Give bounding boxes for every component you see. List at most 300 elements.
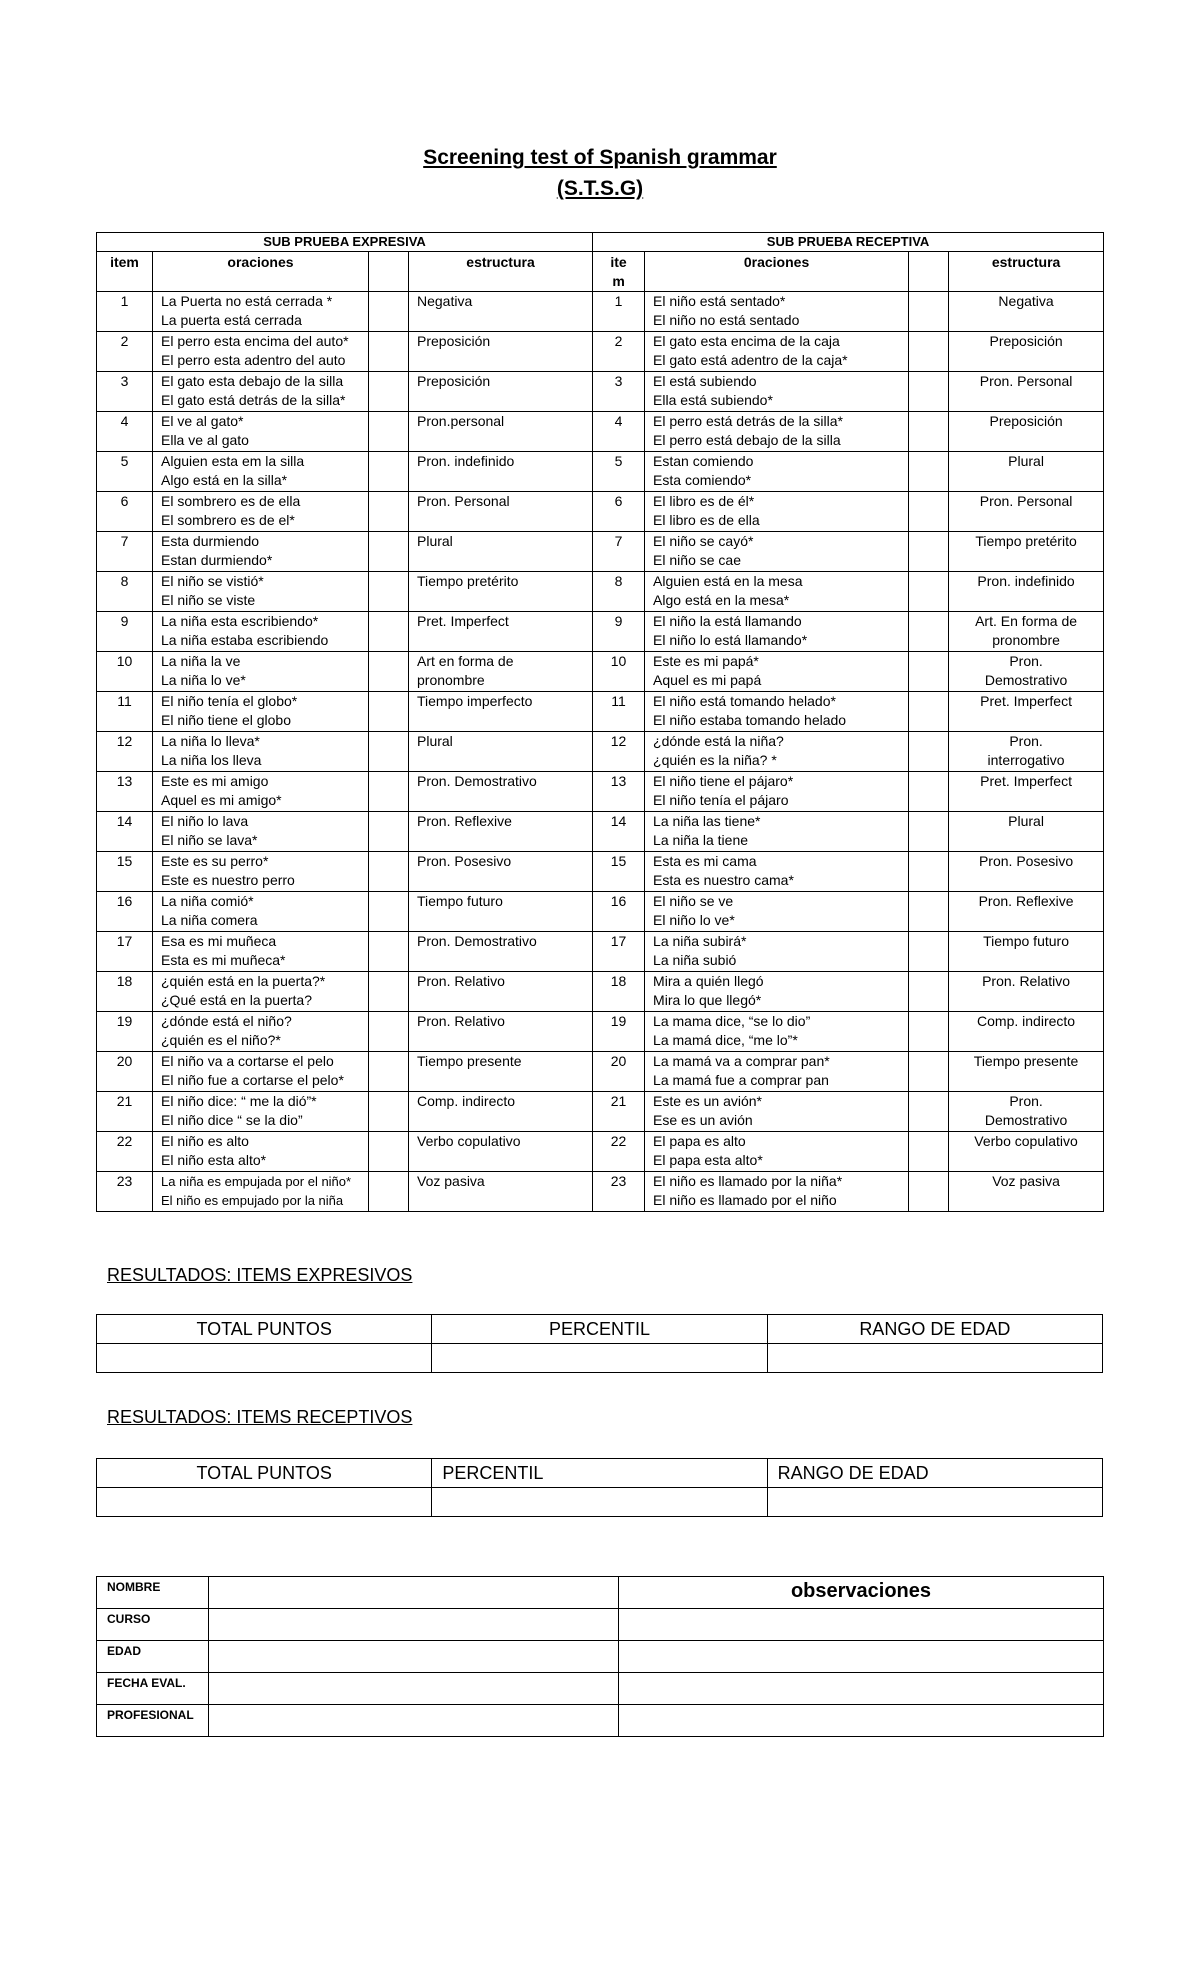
expresiva-oraciones-line: La niña lo lleva*	[161, 733, 260, 749]
receptiva-oraciones-line: Algo está en la mesa*	[653, 592, 790, 608]
receptiva-estructura	[949, 892, 1104, 932]
receptiva-estructura-line: Demostrativo	[984, 1112, 1068, 1128]
item-number-line: 16	[610, 893, 627, 909]
observaciones-header: observaciones	[619, 1577, 1104, 1609]
expresiva-estructura-line: Pron. indefinido	[417, 453, 515, 469]
item-number	[97, 572, 153, 612]
item-number	[593, 1092, 645, 1132]
receptiva-oraciones-line: Alguien está en la mesa	[653, 573, 803, 589]
observaciones-field[interactable]	[619, 1673, 1104, 1705]
item-number-line: 19	[610, 1013, 627, 1029]
item-number-line: 3	[614, 373, 623, 389]
expresiva-oraciones-line: El niño lo lava	[161, 813, 249, 829]
observaciones-field[interactable]	[619, 1705, 1104, 1737]
item-number-line: 14	[116, 813, 133, 829]
receptiva-estructura	[949, 972, 1104, 1012]
expresiva-estructura	[409, 1012, 593, 1052]
expresiva-oraciones-line: La niña es empujada por el niño*	[161, 1174, 352, 1189]
curso-field[interactable]	[209, 1609, 619, 1641]
receptiva-oraciones	[645, 1052, 909, 1092]
item-number-line: 12	[116, 733, 133, 749]
receptiva-oraciones	[645, 772, 909, 812]
receptiva-oraciones-line: Mira a quién llegó	[653, 973, 764, 989]
item-number	[593, 412, 645, 452]
receptiva-oraciones-line: El niño no está sentado	[653, 312, 800, 328]
receptiva-oraciones-line: El niño lo ve*	[653, 912, 735, 928]
receptiva-estructura	[949, 932, 1104, 972]
percentil-header: PERCENTIL	[432, 1459, 767, 1488]
receptiva-estructura-line: Verbo copulativo	[974, 1133, 1078, 1149]
empty-cell	[369, 812, 409, 852]
item-number	[593, 292, 645, 332]
table-row	[97, 572, 1104, 612]
expresiva-oraciones	[153, 372, 369, 412]
item-number	[593, 1172, 645, 1212]
expresiva-oraciones-line: La puerta está cerrada	[161, 312, 302, 328]
item-number	[97, 892, 153, 932]
expresiva-oraciones-line: La niña los lleva	[161, 752, 262, 768]
expresiva-estructura	[409, 772, 593, 812]
receptiva-oraciones	[645, 1012, 909, 1052]
col-item-header: item	[97, 252, 153, 292]
receptiva-oraciones-line: La mamá va a comprar pan*	[653, 1053, 830, 1069]
expresiva-oraciones-line: Estan durmiendo*	[161, 552, 273, 568]
empty-cell	[909, 812, 949, 852]
expresiva-oraciones-line: El niño se vistió*	[161, 573, 264, 589]
expresiva-estructura-line: Tiempo pretérito	[417, 573, 519, 589]
receptiva-oraciones-line: El libro es de ella	[653, 512, 760, 528]
item-number	[97, 652, 153, 692]
empty-cell	[369, 1012, 409, 1052]
receptiva-oraciones-line: ¿quién es la niña? *	[653, 752, 777, 768]
expresiva-estructura-line: Pret. Imperfect	[417, 613, 509, 629]
expresiva-estructura-line: Tiempo presente	[417, 1053, 522, 1069]
empty-cell	[369, 1092, 409, 1132]
item-number-line: 13	[610, 773, 627, 789]
expresiva-oraciones-line: Esta durmiendo	[161, 533, 260, 549]
empty-cell	[909, 372, 949, 412]
item-number-line: 18	[116, 973, 133, 989]
receptiva-oraciones-line: ¿dónde está la niña?	[653, 733, 784, 749]
expresiva-oraciones-line: Este es nuestro perro	[161, 872, 295, 888]
expresiva-oraciones-line: El niño tiene el globo	[161, 712, 291, 728]
receptiva-oraciones	[645, 852, 909, 892]
receptiva-estructura-line: Voz pasiva	[992, 1173, 1060, 1189]
item-number	[97, 812, 153, 852]
expresiva-oraciones-line: La niña esta escribiendo*	[161, 613, 319, 629]
expresiva-estructura	[409, 292, 593, 332]
edad-field[interactable]	[209, 1641, 619, 1673]
expresiva-oraciones	[153, 852, 369, 892]
receptiva-estructura	[949, 292, 1104, 332]
item-number	[97, 1172, 153, 1212]
receptiva-oraciones	[645, 532, 909, 572]
empty-cell	[369, 492, 409, 532]
expresiva-estructura	[409, 1092, 593, 1132]
receptiva-oraciones	[645, 972, 909, 1012]
item-number	[593, 892, 645, 932]
item-number	[593, 732, 645, 772]
receptiva-oraciones-line: El niño se cayó*	[653, 533, 754, 549]
expresiva-estructura	[409, 812, 593, 852]
rango-edad-header: RANGO DE EDAD	[767, 1315, 1102, 1344]
receptiva-estructura	[949, 852, 1104, 892]
item-number	[593, 932, 645, 972]
total-puntos-header: TOTAL PUNTOS	[97, 1459, 432, 1488]
item-number-line: 5	[120, 453, 129, 469]
table-row	[97, 372, 1104, 412]
item-number	[97, 372, 153, 412]
empty-cell	[909, 652, 949, 692]
empty-cell	[369, 772, 409, 812]
item-number	[593, 692, 645, 732]
expresiva-estructura-line: Plural	[417, 533, 453, 549]
rango-edad-header: RANGO DE EDAD	[767, 1459, 1102, 1488]
receptiva-oraciones	[645, 1172, 909, 1212]
grammar-test-table	[96, 232, 1104, 1212]
profesional-label: PROFESIONAL	[97, 1705, 209, 1737]
item-number-line: 2	[120, 333, 129, 349]
expresiva-oraciones	[153, 532, 369, 572]
item-number-line: 20	[610, 1053, 627, 1069]
receptiva-estructura-line: Art. En forma de	[975, 613, 1078, 629]
table-row	[97, 1012, 1104, 1052]
empty-cell	[369, 612, 409, 652]
nombre-label: NOMBRE	[97, 1577, 209, 1609]
percentil-field[interactable]	[432, 1344, 767, 1373]
expresiva-estructura-line: Negativa	[417, 293, 473, 309]
expresiva-oraciones	[153, 732, 369, 772]
empty-cell	[909, 332, 949, 372]
empty-cell	[909, 1092, 949, 1132]
expresiva-estructura-line: Pron. Personal	[417, 493, 510, 509]
item-number-line: 11	[611, 693, 626, 709]
empty-header-cell	[909, 252, 949, 292]
expresiva-oraciones-line: Esta es mi muñeca*	[161, 952, 286, 968]
expresiva-oraciones	[153, 1132, 369, 1172]
receptiva-oraciones-line: El gato esta encima de la caja	[653, 333, 840, 349]
table-row	[97, 1172, 1104, 1212]
expresiva-estructura	[409, 532, 593, 572]
receptiva-oraciones-line: La mamá fue a comprar pan	[653, 1072, 829, 1088]
fecha-eval-label: FECHA EVAL.	[97, 1673, 209, 1705]
item-number-line: 21	[116, 1093, 133, 1109]
item-number-line: 8	[120, 573, 129, 589]
item-number-line: 1	[120, 293, 129, 309]
expresiva-estructura	[409, 492, 593, 532]
empty-cell	[909, 292, 949, 332]
expresiva-oraciones-line: La niña lo ve*	[161, 672, 246, 688]
receptiva-estructura-line: Tiempo futuro	[983, 933, 1069, 949]
table-row	[97, 932, 1104, 972]
receptiva-estructura	[949, 652, 1104, 692]
empty-cell	[369, 892, 409, 932]
item-number	[97, 612, 153, 652]
receptiva-estructura-line: interrogativo	[987, 752, 1065, 768]
table-row	[97, 532, 1104, 572]
table-row	[97, 492, 1104, 532]
expresiva-estructura	[409, 932, 593, 972]
expresiva-oraciones-line: La niña comió*	[161, 893, 254, 909]
item-number	[97, 292, 153, 332]
table-row	[97, 452, 1104, 492]
profesional-field[interactable]	[209, 1705, 619, 1737]
nombre-field[interactable]	[209, 1577, 619, 1609]
total-puntos-header: TOTAL PUNTOS	[97, 1315, 432, 1344]
expresiva-estructura-line: Voz pasiva	[417, 1173, 485, 1189]
empty-cell	[909, 1052, 949, 1092]
empty-cell	[369, 972, 409, 1012]
receptiva-oraciones	[645, 1132, 909, 1172]
expresiva-estructura-line: Preposición	[417, 373, 491, 389]
receptiva-estructura	[949, 492, 1104, 532]
fecha-eval-field[interactable]	[209, 1673, 619, 1705]
expresiva-oraciones	[153, 412, 369, 452]
expresiva-estructura	[409, 372, 593, 412]
item-number-line: 13	[116, 773, 133, 789]
receptiva-estructura	[949, 612, 1104, 652]
item-number-line: 15	[116, 853, 133, 869]
item-number	[593, 1132, 645, 1172]
receptiva-oraciones-line: Mira lo que llegó*	[653, 992, 762, 1008]
item-number-line: 14	[610, 813, 627, 829]
expresiva-oraciones-line: La Puerta no está cerrada *	[161, 293, 333, 309]
expresiva-oraciones-line: El niño fue a cortarse el pelo*	[161, 1072, 344, 1088]
item-number-line: 18	[610, 973, 627, 989]
receptiva-estructura	[949, 372, 1104, 412]
item-number-line: 23	[610, 1173, 627, 1189]
empty-header-cell	[369, 252, 409, 292]
receptiva-oraciones	[645, 652, 909, 692]
item-number-line: 17	[610, 933, 627, 949]
item-number-line: 21	[610, 1093, 627, 1109]
item-number	[97, 1132, 153, 1172]
expresiva-estructura	[409, 892, 593, 932]
expresiva-oraciones-line: El perro esta encima del auto*	[161, 333, 349, 349]
receptiva-oraciones-line: Esta es mi cama	[653, 853, 757, 869]
receptiva-estructura	[949, 572, 1104, 612]
expresiva-oraciones	[153, 812, 369, 852]
expresiva-oraciones-line: El sombrero es de el*	[161, 512, 295, 528]
expresiva-oraciones-line: Algo está en la silla*	[161, 472, 288, 488]
receptiva-oraciones-line: El niño se ve	[653, 893, 734, 909]
col-oraciones-rec-header: 0raciones	[645, 252, 909, 292]
expresiva-estructura-line: Pron. Demostrativo	[417, 773, 537, 789]
receptiva-oraciones-line: Esta comiendo*	[653, 472, 752, 488]
total-puntos-field[interactable]	[97, 1344, 432, 1373]
empty-cell	[369, 932, 409, 972]
receptiva-oraciones-line: La niña subió	[653, 952, 737, 968]
expresiva-estructura	[409, 652, 593, 692]
rango-edad-field[interactable]	[767, 1344, 1102, 1373]
receptiva-oraciones-line: El niño la está llamando	[653, 613, 802, 629]
item-number-line: 9	[614, 613, 623, 629]
table-row	[97, 652, 1104, 692]
expresiva-estructura-line: Plural	[417, 733, 453, 749]
receptiva-oraciones-line: El papa esta alto*	[653, 1152, 763, 1168]
results-receptivos-table	[96, 1458, 1103, 1517]
empty-cell	[909, 572, 949, 612]
expresiva-oraciones	[153, 332, 369, 372]
expresiva-oraciones	[153, 892, 369, 932]
expresiva-oraciones-line: ¿quién está en la puerta?*	[161, 973, 326, 989]
item-number-line: 3	[120, 373, 129, 389]
empty-cell	[369, 1172, 409, 1212]
expresiva-oraciones-line: ¿dónde está el niño?	[161, 1013, 292, 1029]
receptiva-oraciones	[645, 292, 909, 332]
item-number-line: 8	[614, 573, 623, 589]
item-number	[97, 412, 153, 452]
expresiva-oraciones-line: El niño dice: “ me la dió”*	[161, 1093, 317, 1109]
expresiva-estructura	[409, 852, 593, 892]
expresiva-oraciones	[153, 1092, 369, 1132]
empty-cell	[369, 452, 409, 492]
expresiva-estructura	[409, 452, 593, 492]
receptiva-oraciones-line: El niño está sentado*	[653, 293, 786, 309]
receptiva-estructura-line: Tiempo pretérito	[975, 533, 1077, 549]
receptiva-header: SUB PRUEBA RECEPTIVA	[593, 233, 1104, 252]
receptiva-oraciones	[645, 372, 909, 412]
item-number	[97, 772, 153, 812]
empty-cell	[909, 492, 949, 532]
results-expresivos-label: RESULTADOS: ITEMS EXPRESIVOS	[107, 1265, 413, 1285]
expresiva-oraciones-line: Aquel es mi amigo*	[161, 792, 282, 808]
item-number-line: 7	[120, 533, 129, 549]
item-number-line: 15	[610, 853, 627, 869]
empty-cell	[909, 612, 949, 652]
empty-cell	[369, 532, 409, 572]
expresiva-oraciones-line: El sombrero es de ella	[161, 493, 301, 509]
receptiva-oraciones	[645, 892, 909, 932]
expresiva-oraciones	[153, 652, 369, 692]
receptiva-oraciones	[645, 732, 909, 772]
empty-cell	[369, 372, 409, 412]
receptiva-oraciones-line: El niño estaba tomando helado	[653, 712, 847, 728]
expresiva-estructura-line: Art en forma de	[417, 653, 514, 669]
expresiva-estructura	[409, 572, 593, 612]
expresiva-oraciones-line: ¿quién es el niño?*	[161, 1032, 281, 1048]
expresiva-oraciones-line: El niño es empujado por la niña	[161, 1193, 344, 1208]
empty-cell	[369, 852, 409, 892]
receptiva-oraciones	[645, 492, 909, 532]
item-number-line: 10	[610, 653, 627, 669]
empty-cell	[909, 932, 949, 972]
item-number	[593, 612, 645, 652]
receptiva-oraciones-line: El perro está debajo de la silla	[653, 432, 841, 448]
item-number	[593, 1052, 645, 1092]
item-number-line: 5	[614, 453, 623, 469]
expresiva-oraciones-line: Este es su perro*	[161, 853, 269, 869]
expresiva-estructura-line: Comp. indirecto	[417, 1093, 516, 1109]
receptiva-oraciones-line: La mamá dice, “me lo”*	[653, 1032, 798, 1048]
expresiva-estructura-line: Pron. Relativo	[417, 1013, 505, 1029]
receptiva-estructura-line: Pret. Imperfect	[980, 773, 1072, 789]
expresiva-oraciones	[153, 772, 369, 812]
empty-cell	[909, 452, 949, 492]
receptiva-estructura	[949, 772, 1104, 812]
receptiva-estructura	[949, 332, 1104, 372]
item-number	[593, 972, 645, 1012]
receptiva-oraciones-line: La niña la tiene	[653, 832, 749, 848]
receptiva-estructura-line: Comp. indirecto	[977, 1013, 1076, 1029]
receptiva-estructura	[949, 812, 1104, 852]
table-row	[97, 732, 1104, 772]
receptiva-estructura	[949, 1052, 1104, 1092]
receptiva-estructura	[949, 692, 1104, 732]
receptiva-oraciones-line: El niño es llamado por la niña*	[653, 1173, 843, 1189]
table-row	[97, 1092, 1104, 1132]
expresiva-estructura-line: Pron. Posesivo	[417, 853, 512, 869]
expresiva-estructura-line: Tiempo imperfecto	[417, 693, 533, 709]
table-row	[97, 692, 1104, 732]
receptiva-oraciones-line: El niño tiene el pájaro*	[653, 773, 794, 789]
receptiva-estructura	[949, 1012, 1104, 1052]
receptiva-oraciones-line: Este es un avión*	[653, 1093, 763, 1109]
table-row	[97, 1132, 1104, 1172]
observaciones-field[interactable]	[619, 1609, 1104, 1641]
table-row	[97, 412, 1104, 452]
expresiva-oraciones-line: El niño es alto	[161, 1133, 249, 1149]
expresiva-oraciones-line: La niña la ve	[161, 653, 241, 669]
receptiva-estructura	[949, 732, 1104, 772]
total-puntos-field[interactable]	[97, 1488, 432, 1517]
rango-edad-field[interactable]	[767, 1488, 1102, 1517]
item-number	[593, 812, 645, 852]
document-title: Screening test of Spanish grammar	[423, 146, 777, 169]
expresiva-oraciones-line: El niño esta alto*	[161, 1152, 267, 1168]
item-number	[97, 852, 153, 892]
item-number-line: 6	[120, 493, 129, 509]
receptiva-oraciones-line: Este es mi papá*	[653, 653, 759, 669]
percentil-field[interactable]	[432, 1488, 767, 1517]
item-number-line: 6	[614, 493, 623, 509]
receptiva-estructura	[949, 1132, 1104, 1172]
receptiva-oraciones	[645, 572, 909, 612]
item-number-line: 22	[610, 1133, 627, 1149]
col-estructura-rec-header: estructura	[949, 252, 1104, 292]
expresiva-estructura-line: Pron. Demostrativo	[417, 933, 537, 949]
expresiva-oraciones	[153, 1012, 369, 1052]
receptiva-oraciones-line: Esta es nuestro cama*	[653, 872, 794, 888]
expresiva-oraciones	[153, 932, 369, 972]
receptiva-oraciones	[645, 612, 909, 652]
empty-cell	[369, 412, 409, 452]
receptiva-estructura	[949, 532, 1104, 572]
receptiva-estructura-line: Pron. Posesivo	[978, 853, 1074, 869]
expresiva-oraciones-line: El niño se lava*	[161, 832, 258, 848]
empty-cell	[909, 532, 949, 572]
item-number	[593, 652, 645, 692]
expresiva-oraciones-line: El niño se viste	[161, 592, 256, 608]
receptiva-oraciones-line: El niño está tomando helado*	[653, 693, 836, 709]
item-number-line: 2	[614, 333, 623, 349]
empty-cell	[909, 412, 949, 452]
expresiva-estructura-line: Verbo copulativo	[417, 1133, 521, 1149]
observaciones-field[interactable]	[619, 1641, 1104, 1673]
item-number	[593, 852, 645, 892]
expresiva-estructura	[409, 1052, 593, 1092]
results-receptivos-label: RESULTADOS: ITEMS RECEPTIVOS	[107, 1407, 413, 1427]
expresiva-oraciones-line: Ella ve al gato	[161, 432, 249, 448]
item-number-line: 9	[120, 613, 129, 629]
receptiva-oraciones-line: El niño lo está llamando*	[653, 632, 808, 648]
expresiva-estructura-line: Pron. Relativo	[417, 973, 505, 989]
receptiva-estructura-line: pronombre	[992, 632, 1060, 648]
item-number	[97, 532, 153, 572]
receptiva-oraciones-line: Estan comiendo	[653, 453, 754, 469]
empty-cell	[909, 852, 949, 892]
item-number	[97, 732, 153, 772]
